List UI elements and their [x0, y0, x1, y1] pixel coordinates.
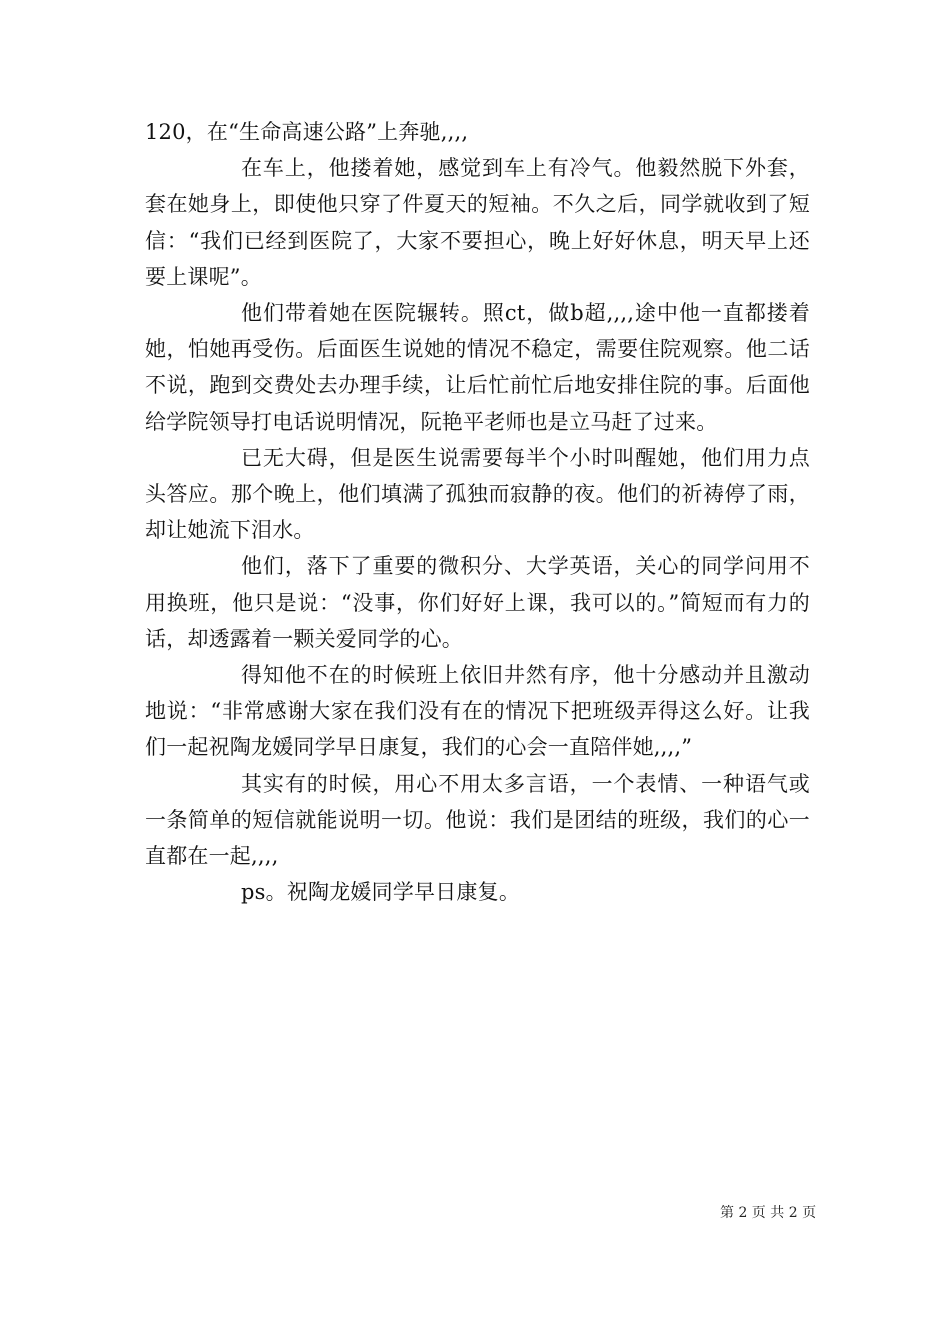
paragraph-2: 在车上，他搂着她，感觉到车上有冷气。他毅然脱下外套，套在她身上，即使他只穿了件夏天的短袖。不久之后，同学就收到了短信：“我们已经到医院了，大家不要担心，晚上好好休息，明天早上还要上课呢”。: [145, 156, 810, 289]
paragraph-6: 得知他不在的时候班上依旧井然有序，他十分感动并且激动地说：“非常感谢大家在我们没有在的情况下把班级弄得这么好。让我们一起祝陶龙媛同学早日康复，我们的心会一直陪伴她,,,,”: [145, 663, 810, 760]
paragraph-3: 他们带着她在医院辗转。照ct，做b超,,,,途中他一直都搂着她，怕她再受伤。后面医生说她的情况不稳定，需要住院观察。他二话不说，跑到交费处去办理手续，让后忙前忙后地安排住院的事。后面他给学院领导打电话说明情况，阮艳平老师也是立马赶了过来。: [145, 301, 810, 434]
paragraph-1: 120，在“生命高速公路”上奔驰,,,,: [145, 120, 469, 144]
paragraph-5: 他们，落下了重要的微积分、大学英语，关心的同学问用不用换班，他只是说：“没事，你们好好上课，我可以的。”简短而有力的话，却透露着一颗关爱同学的心。: [145, 554, 810, 651]
document-body: [145, 114, 810, 910]
paragraph-7: 其实有的时候，用心不用太多言语，一个表情、一种语气或一条简单的短信就能说明一切。他说：我们是团结的班级，我们的心一直都在一起,,,,: [145, 771, 810, 869]
page-number-footer: 第 2 页 共 2 页: [720, 1205, 817, 1221]
paragraph-8: ps。祝陶龙媛同学早日康复。: [241, 880, 521, 905]
paragraph-4: 已无大碍，但是医生说需要每半个小时叫醒她，他们用力点头答应。那个晚上，他们填满了孤独而寂静的夜。他们的祈祷停了雨，却让她流下泪水。: [145, 445, 810, 543]
